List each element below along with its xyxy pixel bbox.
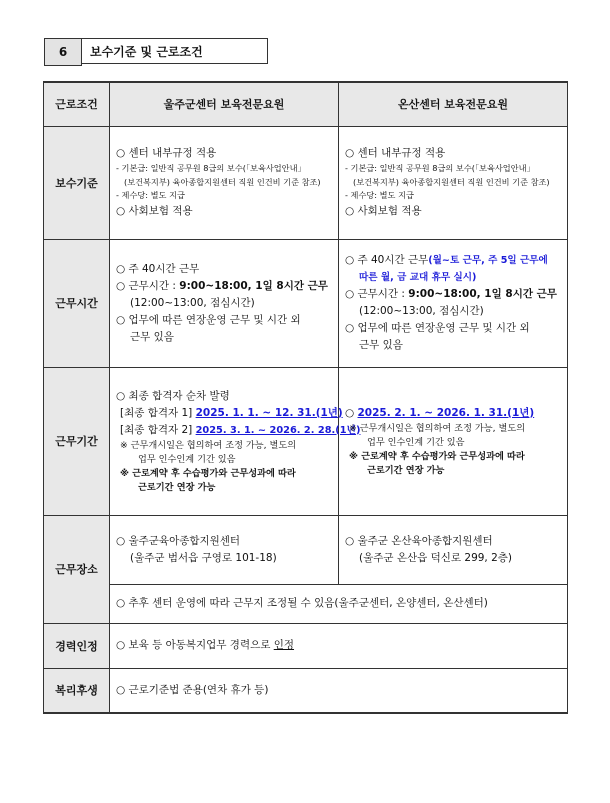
table-row-pay <box>44 126 568 239</box>
table-row-hours <box>44 239 568 367</box>
hours-left-line4: ○ 업무에 따른 연장운영 근무 및 시간 외 <box>116 313 301 326</box>
period-left-note3: ※ 근로계약 후 수습평가와 근무성과에 따라 <box>120 467 296 479</box>
pay-left-line2: - 기본급: 일반직 공무원 8급의 보수(「보육사업안내」 <box>116 163 306 174</box>
hours-left-line2-prefix: ○ 근무시간 : <box>116 279 180 292</box>
period-right-note4: 근로기간 연장 가능 <box>367 464 445 476</box>
table-row-place-note <box>44 584 568 623</box>
period-left-note2: 업무 인수인계 기간 있음 <box>138 453 236 465</box>
pay-onsan <box>339 126 568 239</box>
header-onsan: 온산센터 보육전문요원 <box>339 82 568 126</box>
period-left-line3-prefix: [최종 합격자 2] <box>120 423 196 436</box>
period-left-line1: ○ 최종 합격자 순차 발령 <box>116 389 230 402</box>
hours-right-line4: (12:00~13:00, 점심시간) <box>359 305 484 317</box>
pay-left-line3: (보건복지부) 육아종합지원센터 직원 인건비 기준 참조) <box>124 176 321 187</box>
pay-right-line3: (보건복지부) 육아종합지원센터 직원 인건비 기준 참조) <box>353 176 550 187</box>
place-uljugun <box>110 515 339 584</box>
period-right-note3: ※ 근로계약 후 수습평가와 근무성과에 따라 <box>349 450 525 462</box>
header-uljugun: 울주군센터 보육전문요원 <box>110 82 339 126</box>
pay-right-line4: - 제수당: 별도 지급 <box>345 190 414 201</box>
period-left-date2: 2025. 3. 1. ~ 2026. 2. 28.(1년) <box>195 424 361 436</box>
row-label-place: 근무장소 <box>44 515 110 623</box>
row-label-pay: 보수기준 <box>44 126 110 239</box>
conditions-table <box>43 81 568 714</box>
hours-left-line3: (12:00~13:00, 점심시간) <box>130 296 255 309</box>
hours-right-line1-prefix: ○ 주 40시간 근무 <box>345 254 429 266</box>
hours-right-line3-time: 9:00~18:00, 1일 8시간 근무 <box>408 288 557 300</box>
period-uljugun <box>110 367 361 515</box>
section-title: 보수기준 및 근로조건 <box>82 38 268 64</box>
hours-uljugun <box>110 239 339 367</box>
table-row-place <box>44 515 568 584</box>
hours-left-line5: 근무 있음 <box>130 330 174 343</box>
period-left-note1: ※ 근무개시일은 협의하여 조정 가능, 별도의 <box>120 439 297 451</box>
period-left-note4: 근로기간 연장 가능 <box>138 481 216 493</box>
period-right-note2: 업무 인수인계 기간 있음 <box>367 436 465 448</box>
header-conditions: 근로조건 <box>44 82 110 126</box>
hours-left-line2 <box>116 278 338 295</box>
place-right-line2: (울주군 온산읍 덕신로 299, 2층) <box>359 551 513 564</box>
hours-right-line5: ○ 업무에 따른 연장운영 근무 및 시간 외 <box>345 322 530 334</box>
pay-right-line1: ○ 센터 내부규정 적용 <box>345 147 446 160</box>
welfare-text: ○ 근로기준법 준용(연차 휴가 등) <box>110 668 568 713</box>
period-left-line2-prefix: [최종 합격자 1] <box>120 406 196 419</box>
table-row-career <box>44 623 568 668</box>
career-text <box>110 623 568 668</box>
period-left-date1: 2025. 1. 1. ~ 12. 31.(1년) <box>195 406 343 419</box>
period-right-note1: ※ 근무개시일은 협의하여 조정 가능, 별도의 <box>349 422 526 434</box>
hours-left-line1: ○ 주 40시간 근무 <box>116 262 200 275</box>
hours-right-line1-note: (월~토 근무, 주 5일 근무에 <box>428 255 548 266</box>
pay-left-line4: - 제수당: 별도 지급 <box>116 190 185 201</box>
hours-right-line3 <box>345 286 567 303</box>
place-note: ○ 추후 센터 운영에 따라 근무지 조정될 수 있음(울주군센터, 온양센터, 온산센터) <box>110 584 568 623</box>
pay-right-line5: ○ 사회보험 적용 <box>345 204 422 217</box>
period-right-line1 <box>345 405 567 422</box>
hours-left-line2-time: 9:00~18:00, 1일 8시간 근무 <box>179 279 328 292</box>
period-left-line3 <box>116 422 361 439</box>
hours-right-line6: 근무 있음 <box>359 339 403 351</box>
hours-right-line3-prefix: ○ 근무시간 : <box>345 288 409 300</box>
place-left-line2: (울주군 범서읍 구영로 101-18) <box>130 551 277 564</box>
period-right-line1-prefix: ○ <box>345 406 358 419</box>
career-text-recognized: 인정 <box>273 639 295 651</box>
row-label-hours: 근무시간 <box>44 239 110 367</box>
hours-right-line2: 따른 월, 금 교대 휴무 실시) <box>359 272 477 283</box>
pay-left-line1: ○ 센터 내부규정 적용 <box>116 147 217 160</box>
row-label-period: 근무기간 <box>44 367 110 515</box>
career-text-main: ○ 보육 등 아동복지업무 경력으로 <box>116 639 274 651</box>
place-left-line1: ○ 울주군육아종합지원센터 <box>116 534 241 547</box>
table-header-row <box>44 82 568 126</box>
row-label-career: 경력인정 <box>44 623 110 668</box>
pay-uljugun <box>110 126 339 239</box>
row-label-welfare: 복리후생 <box>44 668 110 713</box>
section-header <box>44 38 268 66</box>
hours-onsan <box>339 239 568 367</box>
pay-right-line2: - 기본급: 일반직 공무원 8급의 보수(「보육사업안내」 <box>345 163 535 174</box>
place-onsan <box>339 515 568 584</box>
period-left-line2 <box>116 405 343 422</box>
period-right-date: 2025. 2. 1. ~ 2026. 1. 31.(1년) <box>357 406 535 419</box>
section-number: 6 <box>44 38 82 66</box>
table-row-welfare <box>44 668 568 713</box>
table-row-period <box>44 367 568 515</box>
hours-right-line1 <box>345 252 567 269</box>
period-onsan <box>339 367 568 515</box>
place-right-line1: ○ 울주군 온산육아종합지원센터 <box>345 534 493 547</box>
pay-left-line5: ○ 사회보험 적용 <box>116 204 193 217</box>
